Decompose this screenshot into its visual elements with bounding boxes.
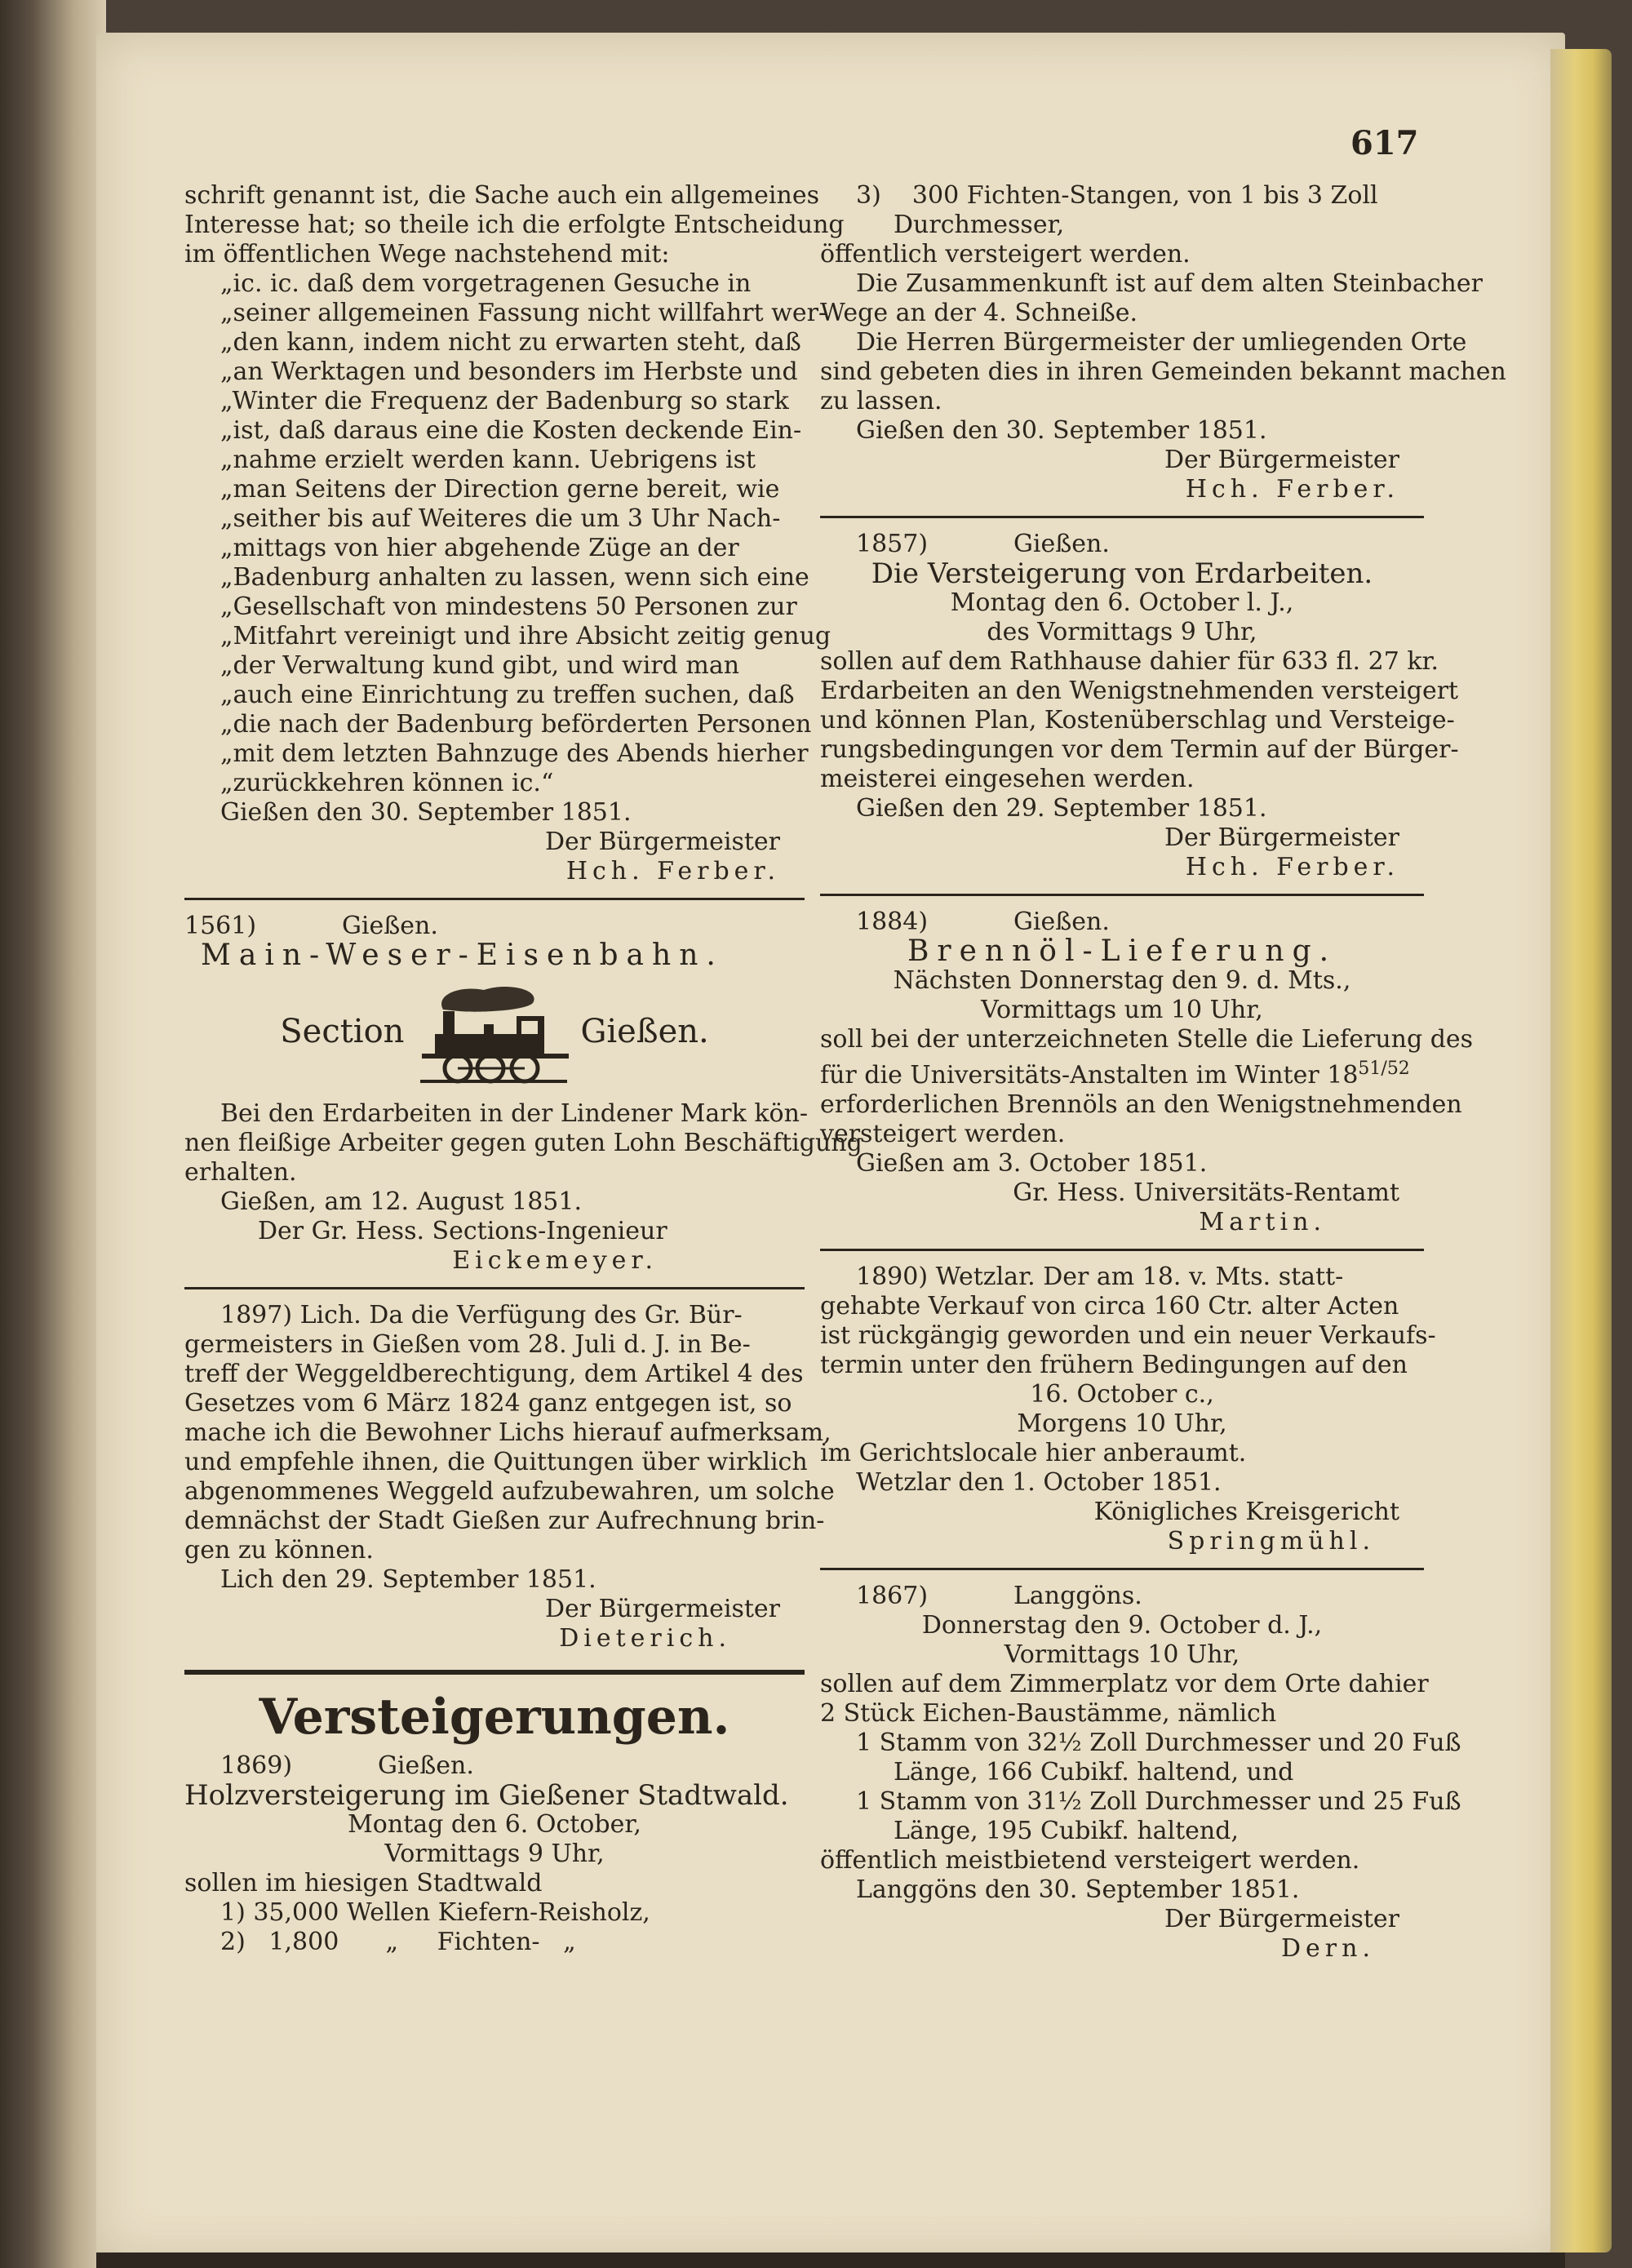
left-column [184, 181, 863, 1957]
notice-date: Wetzlar den 1. October 1851. [856, 1468, 1222, 1497]
notice-date: Gießen am 3. October 1851. [856, 1149, 1208, 1178]
notice-date: Lich den 29. September 1851. [220, 1565, 596, 1594]
text-line: Die Herren Bürgermeister der umliegenden Orte [856, 328, 1467, 357]
divider [184, 1287, 805, 1289]
quote-line: „Badenburg anhalten zu lassen, wenn sich eine [220, 563, 809, 592]
text-line: 16. October c., [1030, 1380, 1214, 1409]
divider [820, 894, 1424, 896]
signature-name: Hch. Ferber. [1185, 853, 1399, 881]
list-item: 1 Stamm von 31½ Zoll Durchmesser und 25 Fuß [856, 1787, 1461, 1816]
quote-line: „die nach der Badenburg beförderten Personen [220, 710, 812, 739]
text-line: termin unter den frühern Bedingungen auf den [820, 1351, 1408, 1379]
quoted-decision [184, 269, 832, 798]
notice-title: Holzversteigerung im Gießener Stadtwald. [184, 1779, 789, 1812]
notice-date: Gießen den 30. September 1851. [856, 416, 1267, 445]
quote-line: „ist, daß daraus eine die Kosten deckende Ein- [220, 416, 802, 445]
quote-line: „den kann, indem nicht zu erwarten steht, daß [220, 328, 801, 357]
text-line: 2 Stück Eichen-Baustämme, nämlich [820, 1699, 1277, 1728]
text-line: im öffentlichen Wege nachstehend mit: [184, 240, 670, 269]
text-line: Vormittags 9 Uhr, [384, 1840, 605, 1868]
text-line: erforderlichen Brennöls an den Wenigstnehmenden [820, 1090, 1462, 1119]
text-line: Erdarbeiten an den Wenigstnehmenden versteigert [820, 677, 1459, 705]
text-line: demnächst der Stadt Gießen zur Aufrechnung brin- [184, 1507, 825, 1535]
quote-line: „auch eine Einrichtung zu treffen suchen, daß [220, 681, 795, 709]
text-line: zu lassen. [820, 387, 942, 415]
text-line: Morgens 10 Uhr, [1017, 1409, 1227, 1438]
quote-line: „nahme erzielt werden kann. Uebrigens ist [220, 446, 756, 474]
signature-title: Der Bürgermeister [1164, 446, 1399, 474]
page-edges-right [1550, 49, 1612, 2252]
notice-1890 [820, 1263, 1436, 1556]
text-line: ist rückgängig geworden und ein neuer Verkaufs- [820, 1321, 1436, 1350]
notice-1897 [184, 1301, 835, 1653]
divider [820, 516, 1424, 518]
book-gutter-left [0, 0, 106, 2268]
text-line: Vormittags 10 Uhr, [1004, 1640, 1240, 1669]
notice-date: Langgöns den 30. September 1851. [856, 1875, 1300, 1904]
notice-1867 [820, 1582, 1461, 1964]
text-line: treff der Weggeldberechtigung, dem Artikel 4 des [184, 1360, 804, 1388]
notice-header: 1857) Gießen. [856, 530, 1110, 558]
text-line: Gesetzes vom 6 März 1824 ganz entgegen ist, so [184, 1389, 792, 1418]
signature-title: Der Gr. Hess. Sections-Ingenieur [258, 1217, 667, 1245]
signature-title: Der Bürgermeister [1164, 823, 1399, 852]
quote-line: „ic. ic. daß dem vorgetragenen Gesuche in [220, 269, 752, 298]
text-line: germeisters in Gießen vom 28. Juli d. J. in Be- [184, 1330, 751, 1359]
text-line: rungsbedingungen vor dem Termin auf der Bürger- [820, 735, 1459, 764]
signature-name: Dieterich. [559, 1624, 731, 1653]
section-heading: Versteigerungen. [259, 1689, 730, 1746]
quote-line: „mit dem letzten Bahnzuge des Abends hierher [220, 739, 809, 768]
signature-name: Dern. [1280, 1934, 1375, 1963]
notice-1884 [820, 908, 1474, 1237]
page-number: 617 [1350, 124, 1419, 162]
text-line: sollen auf dem Rathhause dahier für 633 fl. 27 kr. [820, 647, 1439, 676]
divider [820, 1249, 1424, 1251]
text-line: Bei den Erdarbeiten in der Lindener Mark kön- [220, 1099, 809, 1128]
signature-title: Königliches Kreisgericht [1093, 1498, 1399, 1526]
quote-line: „an Werktagen und besonders im Herbste und [220, 357, 798, 386]
text-line: 1897) Lich. Da die Verfügung des Gr. Bür- [220, 1301, 743, 1329]
list-item: 2) 1,800 „ Fichten- „ [220, 1928, 576, 1956]
text-line: schrift genannt ist, die Sache auch ein allgemeines [184, 181, 819, 210]
text-line: öffentlich versteigert werden. [820, 240, 1191, 269]
section-city: Gießen. [580, 1013, 709, 1050]
text-line: Montag den 6. October l. J., [950, 588, 1294, 617]
text-line: im Gerichtslocale hier anberaumt. [820, 1439, 1247, 1467]
railway-section-emblem [184, 979, 805, 1085]
text-line: Donnerstag den 9. October d. J., [921, 1611, 1323, 1640]
quote-line: „seiner allgemeinen Fassung nicht willfahrt wer- [220, 299, 827, 327]
list-item-cont: Länge, 195 Cubikf. haltend, [894, 1817, 1239, 1845]
text-line: sollen auf dem Zimmerplatz vor dem Orte dahier [820, 1670, 1429, 1698]
quote-line: „der Verwaltung kund gibt, und wird man [220, 651, 740, 680]
section-label: Section [280, 1013, 405, 1050]
notice-header: 1869) Gießen. [220, 1751, 474, 1780]
text-line: Montag den 6. October, [348, 1810, 641, 1839]
text-line: soll bei der unterzeichneten Stelle die Lieferung des [820, 1025, 1474, 1054]
quote-line: „seither bis auf Weiteres die um 3 Uhr Nach- [220, 504, 781, 533]
divider [820, 1568, 1424, 1570]
signature-name: Springmühl. [1167, 1527, 1375, 1556]
text-line [820, 1054, 1424, 1090]
signature-name: Eickemeyer. [452, 1246, 658, 1275]
quote-line: „zurückkehren können ic.“ [220, 769, 554, 797]
text-line: Vormittags um 10 Uhr, [981, 996, 1263, 1024]
right-column [820, 181, 1506, 1964]
text-line: 1890) Wetzlar. Der am 18. v. Mts. statt- [856, 1263, 1344, 1291]
notice-date: Gießen den 30. September 1851. [220, 798, 632, 827]
quote-line: „mittags von hier abgehende Züge an der [220, 534, 739, 562]
list-item-cont: Länge, 166 Cubikf. haltend, und [894, 1758, 1294, 1786]
text-line: Interesse hat; so theile ich die erfolgte Entscheidung [184, 211, 845, 239]
text-line: sollen im hiesigen Stadtwald [184, 1869, 543, 1897]
notice-title: Main-Weser-Eisenbahn. [201, 939, 724, 972]
notice-header: 1867) Langgöns. [856, 1582, 1142, 1610]
notice-header: 1561) Gießen. [184, 912, 438, 940]
notice-title: Brennöl-Lieferung. [907, 934, 1337, 968]
notice-1561 [184, 912, 863, 1276]
signature-title: Der Bürgermeister [544, 828, 780, 856]
text-line: und empfehle ihnen, die Quittungen über wirklich [184, 1448, 808, 1476]
locomotive-icon [410, 979, 574, 1085]
text-line: versteigert werden. [820, 1120, 1066, 1148]
text-line: Durchmesser, [894, 211, 1065, 239]
text-line: abgenommenes Weggeld aufzubewahren, um solche [184, 1477, 835, 1506]
list-item: 1) 35,000 Wellen Kiefern-Reisholz, [220, 1898, 650, 1927]
text-fragment: für die Universitäts-Anstalten im Winter 18 [820, 1061, 1359, 1090]
signature-title: Der Bürgermeister [544, 1595, 780, 1623]
signature-name: Martin. [1199, 1208, 1326, 1236]
text-line: meisterei eingesehen werden. [820, 765, 1195, 793]
winter-fraction: 51/52 [1358, 1059, 1410, 1079]
text-line: Die Zusammenkunft ist auf dem alten Steinbacher [856, 269, 1483, 298]
signature-title: Der Bürgermeister [1164, 1905, 1399, 1933]
quote-line: „Gesellschaft von mindestens 50 Personen zur [220, 593, 797, 621]
quote-line: „Winter die Frequenz der Badenburg so stark [220, 387, 789, 415]
text-line: Nächsten Donnerstag den 9. d. Mts., [893, 966, 1351, 995]
notice-date: Gießen den 29. September 1851. [856, 794, 1267, 823]
signature-name: Hch. Ferber. [1185, 475, 1399, 504]
signature-title: Gr. Hess. Universitäts-Rentamt [1013, 1178, 1399, 1207]
list-item: 1 Stamm von 32½ Zoll Durchmesser und 20 Fuß [856, 1729, 1461, 1757]
text-line: Wege an der 4. Schneiße. [820, 299, 1138, 327]
notice-date: Gießen, am 12. August 1851. [220, 1187, 582, 1216]
text-line: des Vormittags 9 Uhr, [987, 618, 1257, 646]
section-divider [184, 1670, 805, 1675]
notice-1869-continued [820, 181, 1506, 504]
text-line: erhalten. [184, 1158, 297, 1187]
text-line: gen zu können. [184, 1536, 374, 1565]
text-line: nen fleißige Arbeiter gegen guten Lohn Beschäftigung [184, 1129, 863, 1157]
text-line: und können Plan, Kostenüberschlag und Versteige- [820, 706, 1455, 735]
divider [184, 898, 805, 900]
quote-line: „man Seitens der Direction gerne bereit, wie [220, 475, 780, 504]
intro-text [184, 181, 845, 269]
bottom-shadow [96, 2252, 1565, 2268]
text-line: öffentlich meistbietend versteigert werden. [820, 1846, 1360, 1875]
notice-1869 [184, 1751, 805, 1957]
notice-title: Die Versteigerung von Erdarbeiten. [871, 557, 1373, 590]
list-item: 3) 300 Fichten-Stangen, von 1 bis 3 Zoll [856, 181, 1378, 210]
notice-1857 [820, 530, 1459, 882]
text-line: mache ich die Bewohner Lichs hierauf aufmerksam, [184, 1418, 832, 1447]
text-line: sind gebeten dies in ihren Gemeinden bekannt machen [820, 357, 1506, 386]
text-line: gehabte Verkauf von circa 160 Ctr. alter Acten [820, 1292, 1399, 1320]
notice-header: 1884) Gießen. [856, 908, 1110, 936]
signature-name: Hch. Ferber. [565, 857, 780, 885]
quote-line: „Mitfahrt vereinigt und ihre Absicht zeitig genug [220, 622, 832, 650]
